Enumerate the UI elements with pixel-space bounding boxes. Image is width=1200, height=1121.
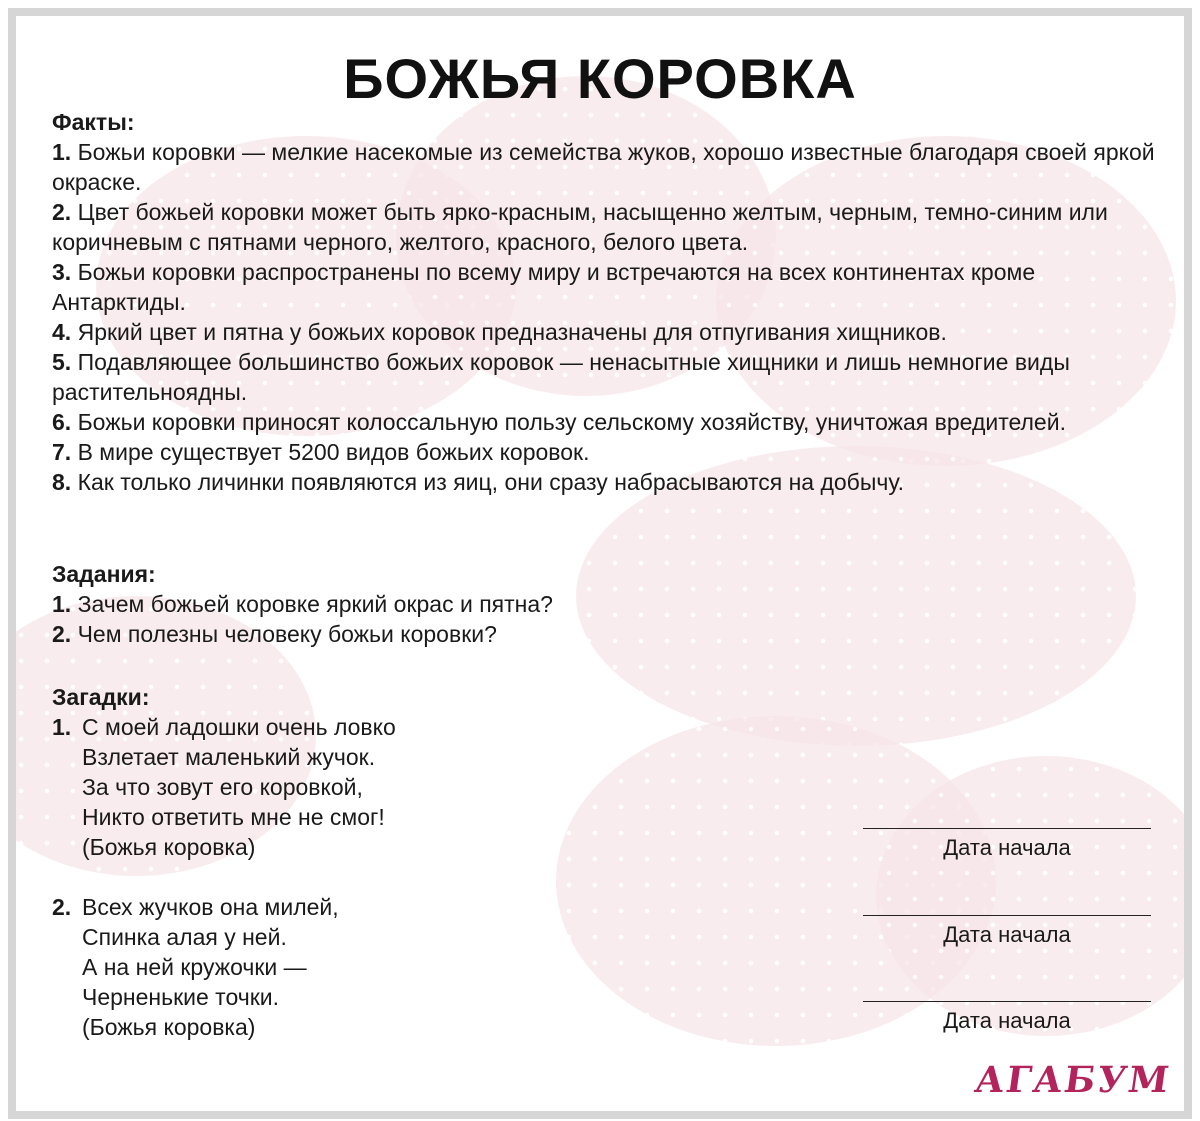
start-date-field[interactable]: Дата начала	[863, 915, 1151, 948]
fact-number: 4.	[52, 319, 72, 345]
riddle-answer: (Божья коровка)	[82, 834, 256, 860]
task-item	[52, 619, 1172, 649]
task-number: 1.	[52, 591, 72, 617]
fact-text: Как только личинки появляются из яиц, они сразу набрасываются на добычу.	[77, 469, 904, 495]
fact-item	[52, 137, 1172, 197]
fact-item	[52, 317, 1172, 347]
fact-item	[52, 347, 1172, 407]
fact-item	[52, 257, 1172, 317]
fact-number: 7.	[52, 439, 72, 465]
start-date-field[interactable]: Дата начала	[863, 1001, 1151, 1034]
fact-text: Божьи коровки — мелкие насекомые из семейства жуков, хорошо известные благодаря своей яркой окраске.	[52, 139, 1155, 195]
fact-number: 5.	[52, 349, 72, 375]
fact-text: Божьи коровки распространены по всему миру и встречаются на всех континентах кроме Антарктиды.	[52, 259, 1036, 315]
fact-text: Подавляющее большинство божьих коровок — ненасытные хищники и лишь немногие виды растительноядны.	[52, 349, 1070, 405]
riddle-number: 1.	[52, 714, 72, 740]
fact-item	[52, 467, 1172, 497]
page-frame	[8, 8, 1192, 1119]
tasks-section	[52, 559, 1172, 649]
riddle-line: Спинка алая у ней.	[82, 924, 287, 950]
fact-item	[52, 437, 1172, 467]
start-date-field[interactable]: Дата начала	[863, 828, 1151, 861]
fact-text: В мире существует 5200 видов божьих коровок.	[77, 439, 590, 465]
riddles-section	[52, 682, 1172, 1042]
fact-number: 1.	[52, 139, 72, 165]
riddle-line: А на ней кружочки —	[82, 954, 307, 980]
task-number: 2.	[52, 621, 72, 647]
riddle-line: Взлетает маленький жучок.	[82, 744, 376, 770]
facts-heading: Факты:	[52, 109, 135, 135]
task-item	[52, 589, 1172, 619]
fact-number: 3.	[52, 259, 72, 285]
riddle-line: Всех жучков она милей,	[82, 894, 339, 920]
riddle-line: С моей ладошки очень ловко	[82, 714, 396, 740]
fact-number: 2.	[52, 199, 72, 225]
facts-section	[52, 107, 1172, 497]
riddle-line: За что зовут его коровкой,	[82, 774, 363, 800]
tasks-heading: Задания:	[52, 561, 156, 587]
agabum-logo: АГАБУМ	[971, 1059, 1173, 1101]
riddle-number: 2.	[52, 894, 72, 920]
page-title: БОЖЬЯ КОРОВКА	[343, 47, 857, 110]
fact-text: Цвет божьей коровки может быть ярко-красным, насыщенно желтым, черным, темно-синим или коричневым с пятнами черного, желтого, красного, белого цвета.	[52, 199, 1108, 255]
task-text: Чем полезны человеку божьи коровки?	[77, 621, 497, 647]
fact-number: 6.	[52, 409, 72, 435]
riddle-line: Черненькие точки.	[82, 984, 280, 1010]
fact-text: Яркий цвет и пятна у божьих коровок предназначены для отпугивания хищников.	[77, 319, 947, 345]
fact-number: 8.	[52, 469, 72, 495]
fact-item	[52, 407, 1172, 437]
task-text: Зачем божьей коровке яркий окрас и пятна?	[77, 591, 553, 617]
riddles-heading: Загадки:	[52, 684, 150, 710]
riddle-line: Никто ответить мне не смог!	[82, 804, 385, 830]
riddle-answer: (Божья коровка)	[82, 1014, 256, 1040]
fact-text: Божьи коровки приносят колоссальную пользу сельскому хозяйству, уничтожая вредителей.	[77, 409, 1066, 435]
fact-item	[52, 197, 1172, 257]
